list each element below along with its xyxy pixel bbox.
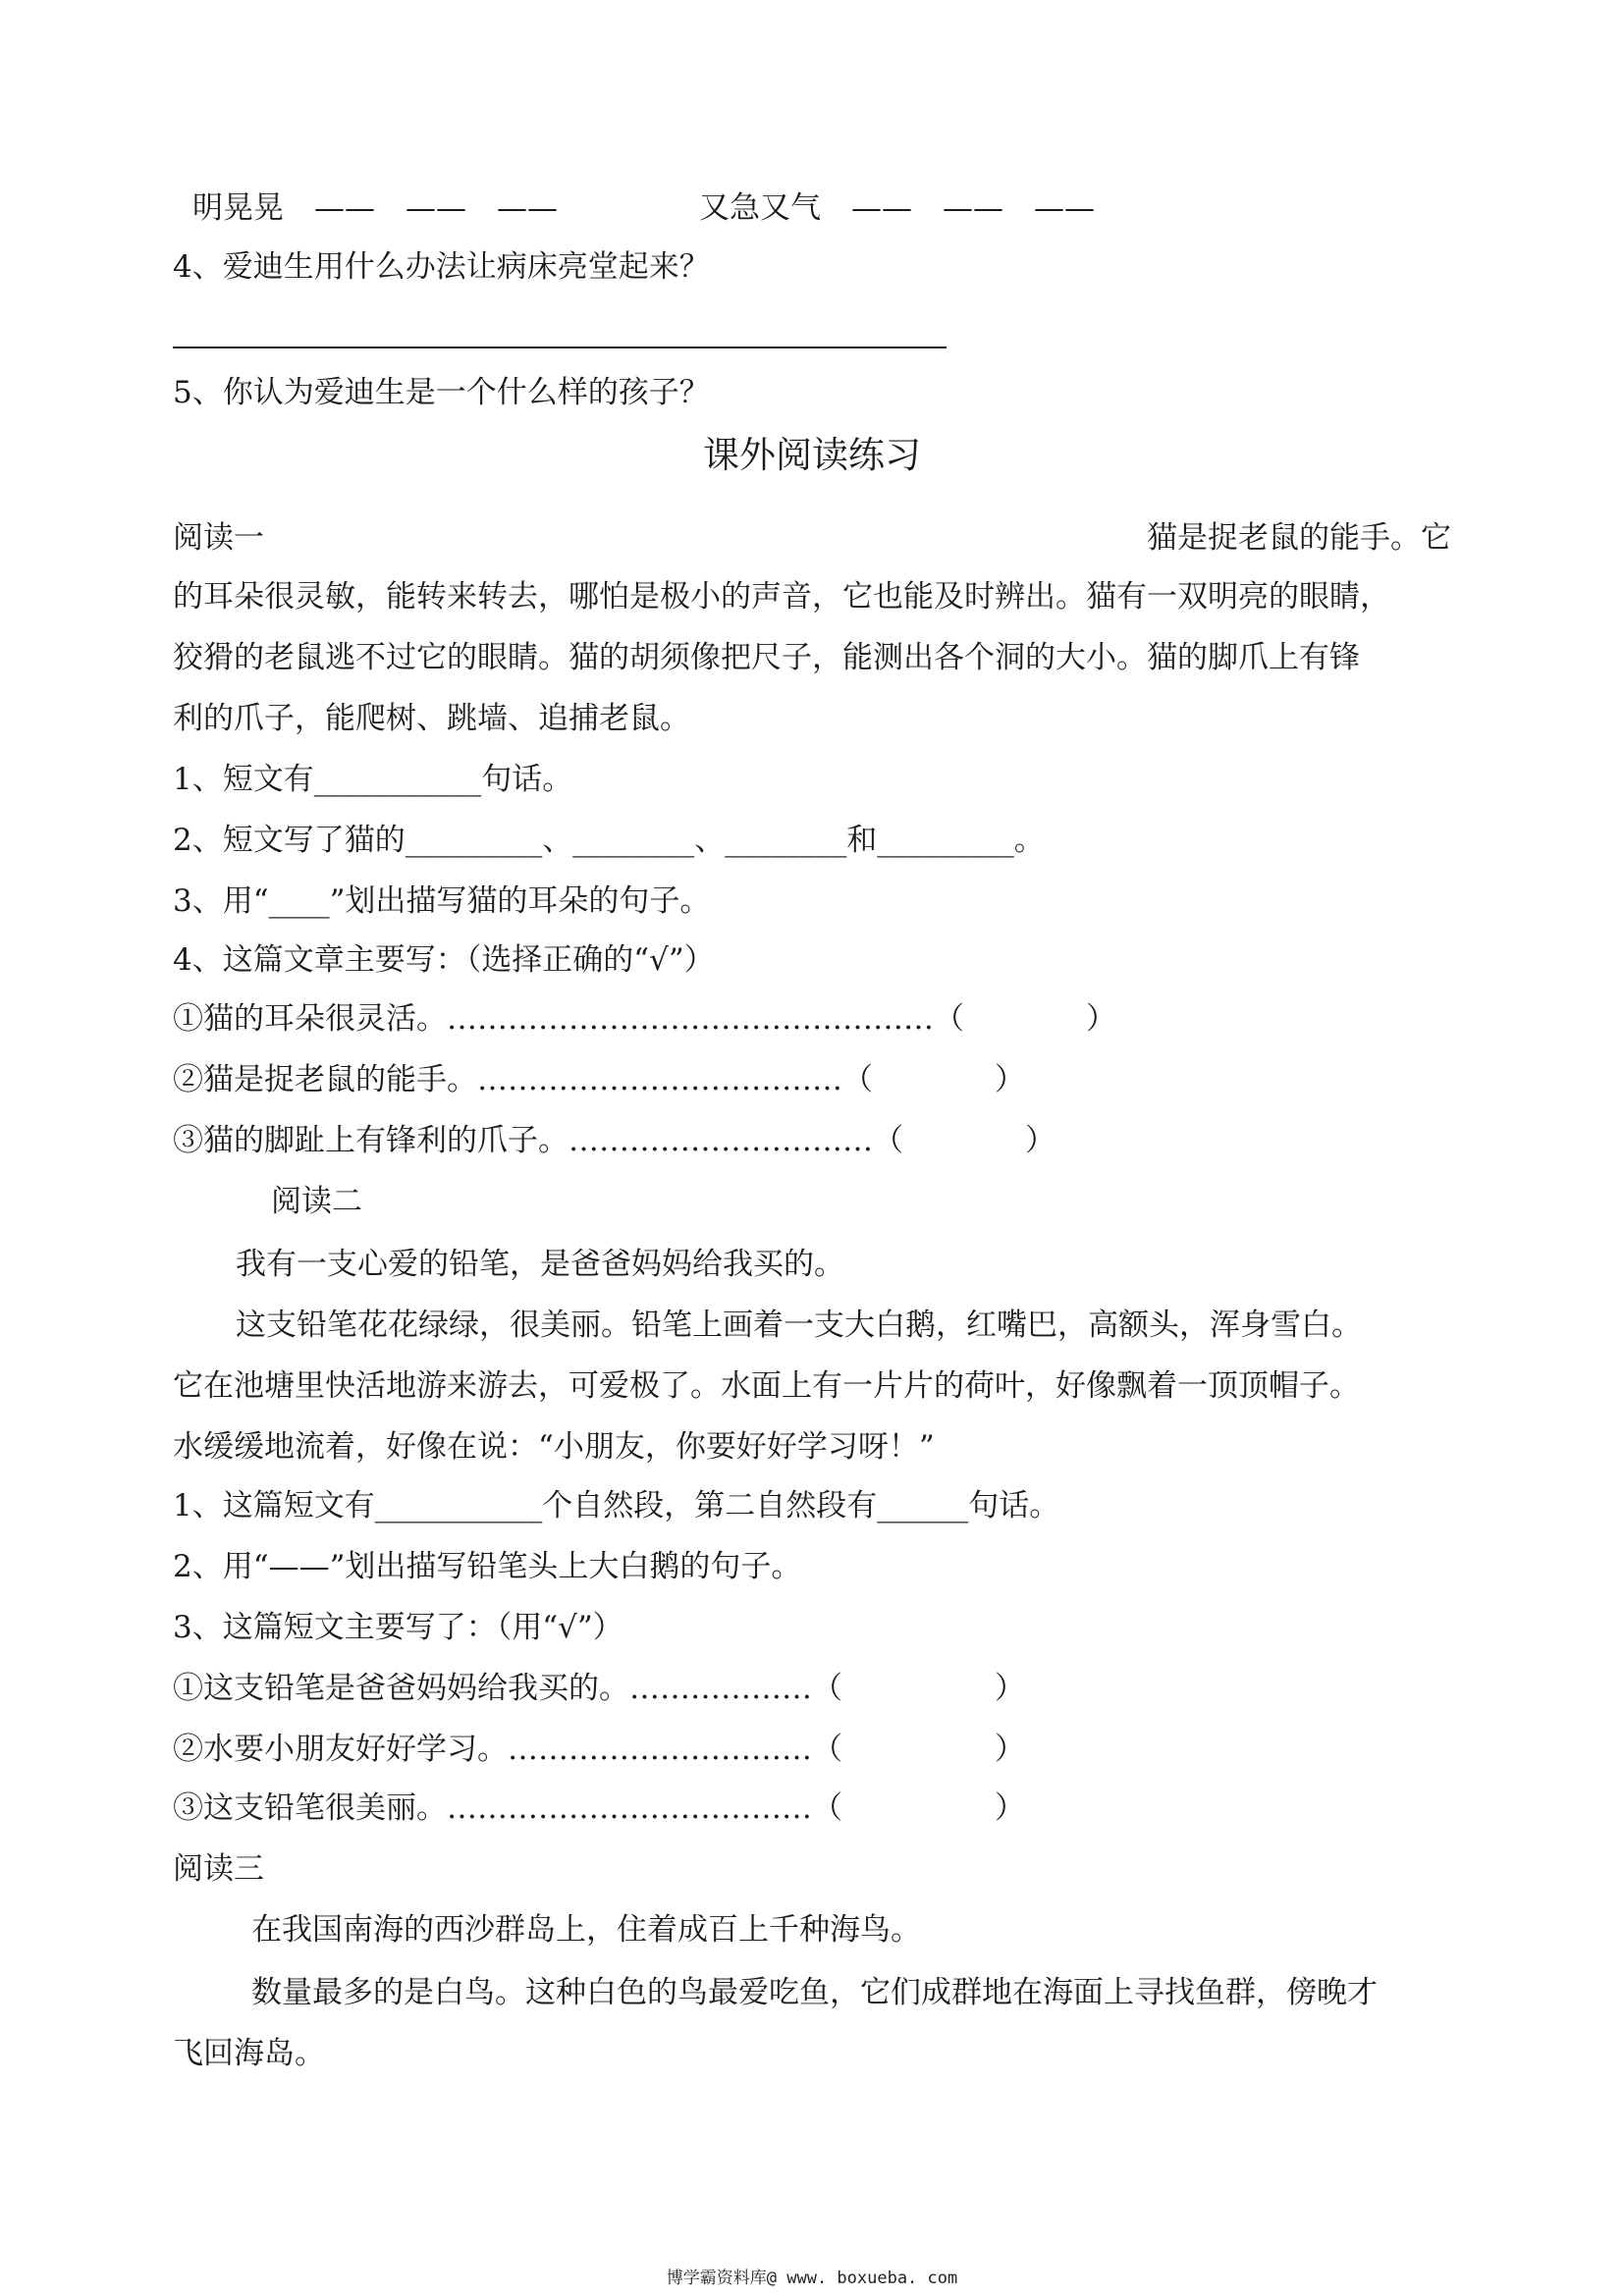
reading1-passage-line: 利的爪子，能爬树、跳墙、追捕老鼠。: [173, 701, 690, 736]
reading2-para-2-line: 水缓缓地流着，好像在说：“小朋友，你要好好学习呀！”: [173, 1429, 935, 1465]
reading1-question-3: 3、用“____”划出描写猫的耳朵的句子。: [173, 883, 711, 919]
reading1-question-2: 2、短文写了猫的_________、________、________和_________。: [173, 823, 1045, 858]
footer-watermark: 博学霸资料库@ www. boxueba. com: [666, 2269, 958, 2288]
reading2-para-2-first: 这支铅笔花花绿绿，很美丽。铅笔上画着一支大白鹅，红嘴巴，高额头，浑身雪白。: [236, 1308, 1362, 1343]
reading1-option: ③猫的脚趾上有锋利的爪子。…………………………（ ）: [173, 1123, 1056, 1158]
reading2-question-1: 1、这篇短文有___________个自然段，第二自然段有______句话。: [173, 1488, 1060, 1523]
reading2-question-3: 3、这篇短文主要写了：（用“√”）: [173, 1610, 623, 1645]
reading3-para-2-last: 飞回海岛。: [173, 2036, 325, 2071]
reading2-para-2-line: 它在池塘里快活地游来游去，可爱极了。水面上有一片片的荷叶，好像飘着一顶顶帽子。: [173, 1368, 1360, 1404]
question-5: 5、你认为爱迪生是一个什么样的孩子？: [173, 375, 710, 410]
reading1-passage-line: 的耳朵很灵敏，能转来转去，哪怕是极小的声音，它也能及时辨出。猫有一双明亮的眼睛，: [173, 579, 1390, 614]
word-line-right: 又急又气 —— —— ——: [699, 190, 1095, 226]
reading2-option: ②水要小朋友好好学习。…………………………（ ）: [173, 1732, 1025, 1767]
reading1-label: 阅读一: [173, 520, 264, 556]
reading1-question-1: 1、短文有___________句话。: [173, 762, 573, 797]
reading2-option: ③这支铅笔很美丽。………………………………（ ）: [173, 1790, 1025, 1826]
reading2-para-1: 我有一支心爱的铅笔，是爸爸妈妈给我买的。: [236, 1247, 844, 1282]
question-4: 4、爱迪生用什么办法让病床亮堂起来？: [173, 249, 710, 285]
reading3-para-2-first: 数量最多的是白鸟。这种白色的鸟最爱吃鱼，它们成群地在海面上寻找鱼群，傍晚才: [251, 1975, 1378, 2010]
reading3-label: 阅读三: [173, 1851, 264, 1887]
reading1-passage-line: 狡猾的老鼠逃不过它的眼睛。猫的胡须像把尺子，能测出各个洞的大小。猫的脚爪上有锋: [173, 640, 1360, 675]
reading2-question-2: 2、用“——”划出描写铅笔头上大白鹅的句子。: [173, 1549, 802, 1584]
reading3-para-1: 在我国南海的西沙群岛上，住着成百上千种海鸟。: [251, 1912, 921, 1948]
reading2-option: ①这支铅笔是爸爸妈妈给我买的。………………（ ）: [173, 1671, 1025, 1706]
page-title: 课外阅读练习: [703, 434, 921, 476]
answer-line: [173, 347, 947, 348]
reading1-question-4: 4、这篇文章主要写：（选择正确的“√”）: [173, 942, 715, 978]
word-line-left: 明晃晃 —— —— ——: [192, 190, 558, 226]
reading2-label: 阅读二: [271, 1184, 362, 1219]
reading1-passage-first: 猫是捉老鼠的能手。它: [1147, 520, 1451, 556]
reading1-option: ①猫的耳朵很灵活。…………………………………………（ ）: [173, 1001, 1116, 1037]
reading1-option: ②猫是捉老鼠的能手。………………………………（ ）: [173, 1062, 1025, 1097]
